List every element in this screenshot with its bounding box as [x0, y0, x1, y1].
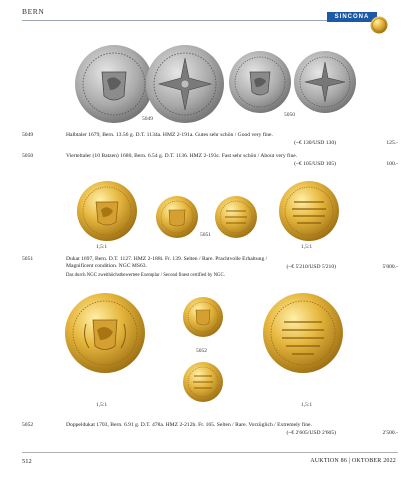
brand-coin-icon — [370, 16, 388, 34]
lot-price-5051: 5'000.- — [382, 264, 398, 270]
page-header-title: BERN — [22, 7, 45, 16]
scale-label-5051-right: 1,5:1 — [301, 244, 313, 250]
footer-auction-info: AUKTION 86 | OKTOBER 2022 — [310, 458, 396, 464]
lot-number-5050: 5050 — [22, 153, 34, 159]
coin-image-5052-obverse — [182, 296, 224, 338]
scale-label-5051-left: 1,5:1 — [96, 244, 108, 250]
page-number: 512 — [22, 458, 32, 465]
figure-label-5049: 5049 — [142, 116, 153, 122]
figure-label-5052: 5052 — [196, 348, 207, 354]
lot-number-5051: 5051 — [22, 256, 34, 262]
lot-description-5052: Doppeldukat 1703, Bern. 6.91 g. D.T. 478a. HMZ 2-212b. Fr. 165. Selten / Rare. Vorzüglich / Extremely fine. — [66, 422, 312, 428]
figure-label-5051: 5051 — [200, 232, 211, 238]
coin-image-5049-reverse — [145, 44, 225, 124]
lot-description-5051: Dukat 1697, Bern. D.T. 1127. HMZ 2-188i. Fr. 139. Selten / Rare. Prachtvolle Erhaltung / Magnificent condition. NGC MS63. — [66, 256, 268, 269]
figure-label-5050: 5050 — [284, 112, 295, 118]
scale-label-5052-left: 1,5:1 — [96, 402, 108, 408]
scale-label-5052-right: 1,5:1 — [301, 402, 313, 408]
coin-image-5051-obverse-enlarged — [76, 180, 138, 242]
coin-image-5052-reverse-enlarged — [262, 292, 344, 374]
lot-estimate-5051: (~€ 5'210/USD 5'210) — [286, 264, 336, 270]
lot-estimate-5052: (~€ 2'605/USD 2'605) — [286, 430, 336, 436]
lot-price-5050: 100.- — [386, 161, 398, 167]
coin-image-5051-reverse-enlarged — [278, 180, 340, 242]
header-divider — [22, 20, 332, 21]
coin-image-5051-obverse — [155, 195, 199, 239]
lot-number-5049: 5049 — [22, 132, 34, 138]
lot-number-5052: 5052 — [22, 422, 34, 428]
coin-image-5050-obverse — [228, 50, 292, 114]
lot-price-5052: 2'500.- — [382, 430, 398, 436]
coin-image-5049-obverse — [74, 44, 154, 124]
coin-image-5050-reverse — [293, 50, 357, 114]
lot-price-5049: 125.- — [386, 140, 398, 146]
footer-divider — [22, 452, 398, 453]
coin-image-5051-reverse — [214, 195, 258, 239]
brand-logo: SINCONA — [327, 12, 377, 22]
coin-image-5052-obverse-enlarged — [64, 292, 146, 374]
lot-estimate-5050: (~€ 105/USD 105) — [294, 161, 336, 167]
lot-estimate-5049: (~€ 130/USD 130) — [294, 140, 336, 146]
lot-description-5050: Vierteltaler (10 Batzen) 1680, Bern. 6.54 g. D.T. 1136. HMZ 2-193c. Fast sehr schön / About very fine. — [66, 153, 298, 159]
lot-description-5049: Halbtaler 1679, Bern. 13.56 g. D.T. 1134a. HMZ 2-191a. Gutes sehr schön / Good very fine. — [66, 132, 273, 138]
coin-image-5052-reverse — [182, 361, 224, 403]
lot-note-5051: Das durch NGC zweithöchstbewertete Exemplar / Second finest certified by NGC. — [66, 273, 225, 278]
